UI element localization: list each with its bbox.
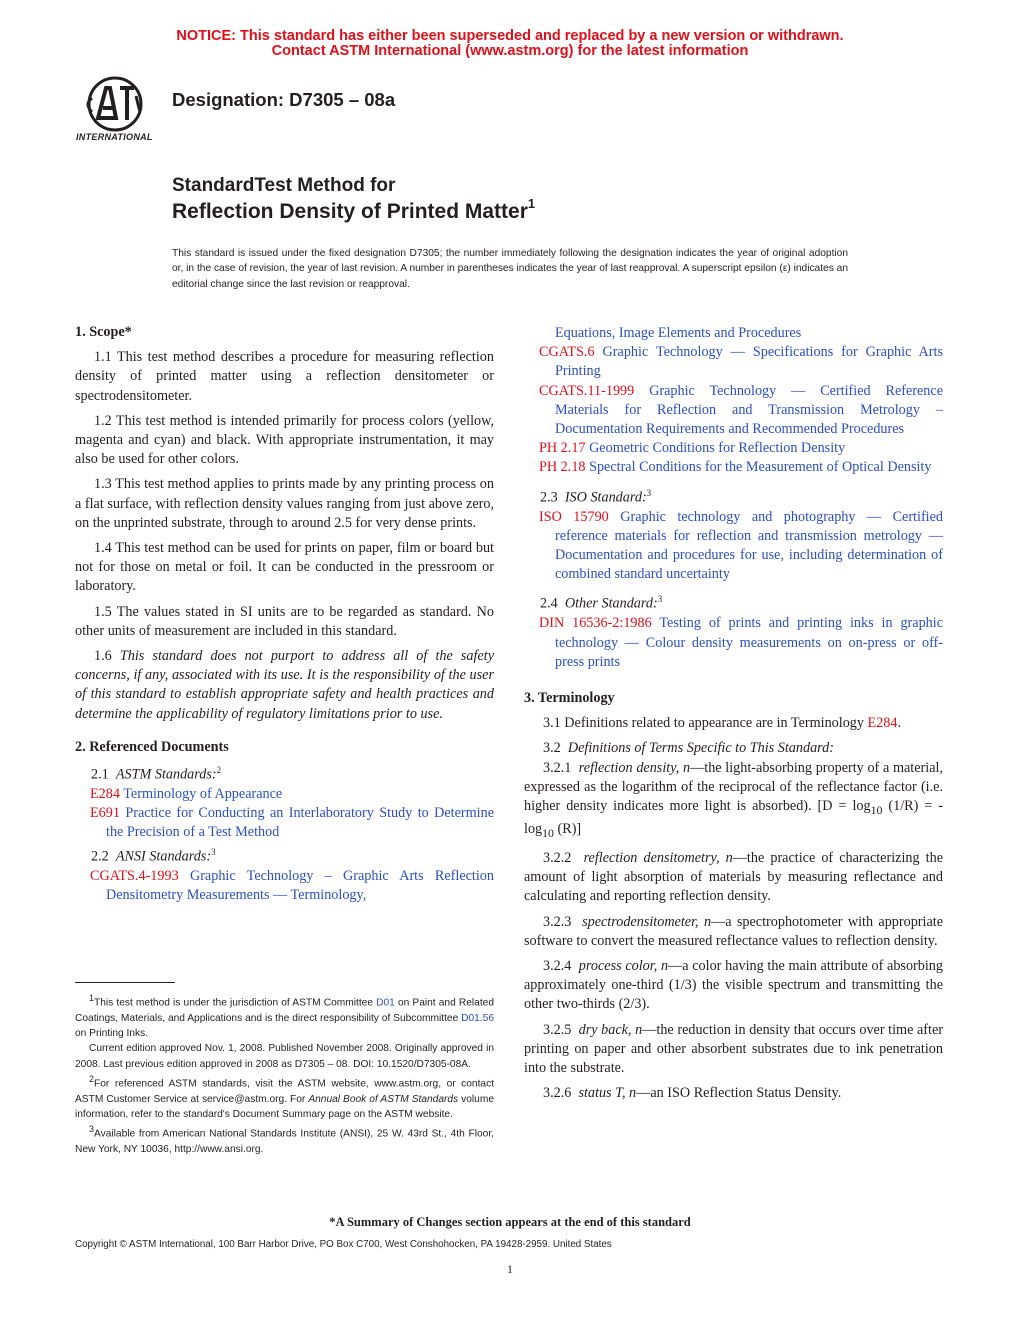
d4-text: —a color having the main attribute of absorbing approximately one-third (1/3) the visible spectrum and transmitting the other two-thirds (2/3). [524,958,943,1013]
footnote-1 [75,991,494,1041]
scope-1-6 [75,647,494,724]
astm-logo-icon [70,76,162,146]
d2-term: reflection densitometry, n [583,850,733,866]
fn1-sup: 1 [89,993,95,1003]
fn2-sup: 2 [89,1073,95,1084]
fn1-link-d01[interactable]: D01 [376,997,395,1009]
scope-1-4: 1.4 This test method can be used for prints on paper, film or board but not for those on metal or foil. It can be conducted in the pressroom or laboratory. [75,540,494,595]
fn2-b: volume information, refer to the standard's Document Summary page on the ASTM website. [75,1093,495,1120]
fn1-b: on Paint and Related Coatings, Materials, and Applications and is the direct responsibility of Subcommittee [75,997,494,1024]
ansi-sup: 3 [211,846,216,857]
footnote-2 [75,1072,494,1122]
ansi-standards-label [75,843,494,867]
d3-text: —a spectrophotometer with appropriate software to convert the measured reflectance values to reflection density. [524,913,944,949]
ref-ph217-code[interactable]: PH 2.17 [539,440,586,457]
ref-ph218-code[interactable]: PH 2.18 [539,459,586,476]
left-column [75,323,494,905]
d1-num: 3.2.1 [543,759,572,776]
ref-cgats4[interactable] [75,867,494,905]
d2-num: 3.2.2 [543,850,572,866]
term-3-2-2 [524,849,943,907]
d3-term: spectrodensitometer, n [582,913,712,930]
ref-din-code[interactable]: DIN 16536-2:1986 [539,615,652,632]
d1-sub2: 10 [542,825,554,840]
iso-num: 2.3 [540,489,558,506]
ref-e284-code[interactable]: E284 [90,786,120,802]
ref-cgats6-title[interactable]: Graphic Technology — Specifications for Graphic Arts Printing [555,344,943,380]
ref-ph218[interactable] [524,458,943,477]
title-text: Reflection Density of Printed Matter [172,200,528,223]
term-3-1-text: 3.1 Definitions related to appearance are in Terminology [543,715,864,732]
d2-text: —the practice of characterizing the amount of light absorption of materials by measuring reflectance and calculating and reporting reflection density. [524,850,944,905]
preamble: This standard is issued under the fixed designation D7305; the number immediately following the designation indicates the year of original adoption or, in the case of revision, the year of last revision. A number in parentheses indicates the year of last reapproval. A superscript epsilon (ε) indicates an editorial change since the last revision or reapproval. [172,248,848,290]
title-line1: StandardTest Method for [172,175,396,196]
fn1-a: This test method is under the jurisdiction of ASTM Committee [94,997,377,1009]
scope-1-1: 1.1 This test method describes a procedure for measuring reflection density of printed matter using a reflection densitometer or spectrodensitometer. [75,349,494,404]
footnotes [75,991,494,1157]
scope-1-6-text: This standard does not purport to address all of the safety concerns, if any, associated with its use. It is the responsibility of the user of this standard to establish appropriate safety and health practices and determine the applicability of regulatory limitations prior to use. [75,648,494,722]
ref-cgats4-cont[interactable]: Equations, Image Elements and Procedures [555,325,802,341]
ref-e691[interactable] [75,804,494,842]
fn1-link-d0156[interactable]: D01.56 [461,1012,494,1024]
d5-term: dry back, n [578,1021,643,1038]
iso-label: ISO Standard: [564,489,647,506]
other-num: 2.4 [540,596,558,613]
ref-ph218-title[interactable]: Spectral Conditions for the Measurement of Optical Density [589,459,932,476]
term-3-1 [524,714,943,733]
ref-e691-title[interactable]: Practice for Conducting an Interlaboratory Study to Determine the Precision of a Test Method [106,805,494,841]
ref-iso15790[interactable] [524,508,943,585]
fn1-c: on Printing Inks. [75,1027,149,1039]
scope-1-3: 1.3 This test method applies to prints made by any printing process on a flat surface, with reflection density values ranging from just above zero, on the unprinted substrate, through to around 2.5 for very dense prints. [75,476,494,531]
ref-cgats11-code[interactable]: CGATS.11-1999 [539,382,635,399]
iso-standard-label [524,484,943,508]
d6-num: 3.2.6 [543,1085,572,1102]
page-number: 1 [507,1262,513,1276]
designation: Designation: D7305 – 08a [172,89,396,110]
term-3-2-5 [524,1021,943,1079]
ansi-label: ANSI Standards: [115,848,212,865]
d5-text: —the reduction in density that occurs over time after printing on paper and other absorbent substrates due to ink penetration into the substrate. [524,1021,943,1077]
copyright: Copyright © ASTM International, 100 Barr Harbor Drive, PO Box C700, West Conshohocken, PA 19428-2959. United States [75,1239,612,1250]
scope-1-5: 1.5 The values stated in SI units are to be regarded as standard. No other units of measurement are included in this standard. [75,603,494,639]
fn2-a: For referenced ASTM standards, visit the ASTM website, www.astm.org, or contact ASTM Customer Service at service@astm.org. For [75,1078,494,1105]
fn2-ital: Annual Book of ASTM Standards [308,1093,459,1105]
ref-cgats4-title[interactable]: Graphic Technology – Graphic Arts Reflection Densitometry Measurements — Terminology, [106,867,494,903]
ref-cgats11[interactable] [524,382,943,440]
ref-cgats11-title[interactable]: Graphic Technology — Certified Reference Materials for Reflection and Transmission Metrology – Documentation Requirements and Recommended Procedures [555,382,943,438]
term-3-2-3 [524,913,943,951]
fn3-text: Available from American National Standards Institute (ANSI), 25 W. 43rd St., 4th Floor, New York, NY 10036, http://www.ansi.org. [75,1128,494,1155]
ref-e284[interactable] [75,785,494,804]
astm-num: 2.1 [91,766,109,783]
footnote-1-edition: Current edition approved Nov. 1, 2008. Published November 2008. Originally approved in 2008. Last previous edition approved in 2008 as D7305 – 08. DOI: 10.1520/D7305-08A. [75,1043,494,1070]
d1-end: (R)] [553,820,582,837]
term-3-2-1 [524,759,943,843]
d5-num: 3.2.5 [543,1021,572,1038]
scope-1-2: 1.2 This test method is intended primarily for process colors (yellow, magenta and cyan) and black. With appropriate instrumentation, it may also be used for other colors. [75,412,494,468]
ref-iso-title[interactable]: Graphic technology and photography — Certified reference materials for reflection and transmission metrology — Documentation and procedures for use, including determination of combined standard uncertainty [555,508,943,583]
ref-cgats6-code[interactable]: CGATS.6 [539,344,595,361]
ref-e691-code[interactable]: E691 [90,805,120,822]
astm-label: ASTM Standards: [115,766,217,783]
astm-sup: 2 [216,765,222,776]
d1-term: reflection density, n [578,759,691,776]
ref-cgats4-code[interactable]: CGATS.4-1993 [90,867,179,884]
ref-ph217[interactable] [524,439,943,458]
ref-iso-code[interactable]: ISO 15790 [539,508,609,525]
title-footnote-mark: 1 [527,196,536,211]
d4-term: process color, n [578,958,669,975]
ref-din[interactable] [524,614,943,672]
withdrawal-notice-line1: NOTICE: This standard has either been superseded and replaced by a new version or withdrawn. [176,28,844,44]
scope-heading: 1. Scope* [75,324,132,340]
ref-din-title[interactable]: Testing of prints and printing inks in graphic technology — Colour density measurements on on-press or off-press prints [555,615,943,670]
term-3-2 [524,739,943,758]
d3-num: 3.2.3 [543,913,572,930]
ref-cgats6[interactable] [524,343,943,381]
right-column [524,324,943,1103]
logo-wordmark: INTERNATIONAL [76,132,153,142]
ref-ph217-title[interactable]: Geometric Conditions for Reflection Density [589,440,846,457]
term-3-1-link[interactable]: E284 [867,715,898,732]
other-sup: 3 [657,594,663,605]
title-line2 [172,198,535,224]
astm-standards-label [75,761,494,785]
other-label: Other Standard: [564,596,658,613]
d4-num: 3.2.4 [543,958,572,975]
term-3-2-label: Definitions of Terms Specific to This Standard: [567,740,834,757]
terminology-heading: 3. Terminology [524,689,615,706]
term-3-2-num: 3.2 [543,740,561,757]
referenced-heading: 2. Referenced Documents [75,738,229,755]
term-3-2-4 [524,957,943,1015]
d6-term: status T, n [578,1085,637,1102]
d1-sub1: 10 [870,802,883,817]
summary-of-changes-note: *A Summary of Changes section appears at the end of this standard [329,1215,691,1229]
fn3-sup: 3 [89,1124,95,1135]
ansi-num: 2.2 [91,848,109,865]
ref-e284-title[interactable]: Terminology of Appearance [123,786,283,802]
iso-sup: 3 [646,487,652,498]
d1-text: —the light-absorbing property of a material, expressed as the logarithm of the reciprocal of the reflectance factor (i.e. higher density indicates more light is absorbed). [D = log [524,759,943,814]
d1-mid: (1/R) = -log [524,797,943,837]
footnote-rule [75,982,175,983]
other-standard-label [524,590,943,614]
term-3-1-end: . [897,715,902,732]
withdrawal-notice-line2: Contact ASTM International (www.astm.org) for the latest information [271,43,749,59]
footnote-3 [75,1122,494,1157]
d6-text: —an ISO Reflection Status Density. [636,1085,842,1102]
term-3-2-6 [524,1084,943,1103]
scope-1-6-num: 1.6 [94,648,112,665]
